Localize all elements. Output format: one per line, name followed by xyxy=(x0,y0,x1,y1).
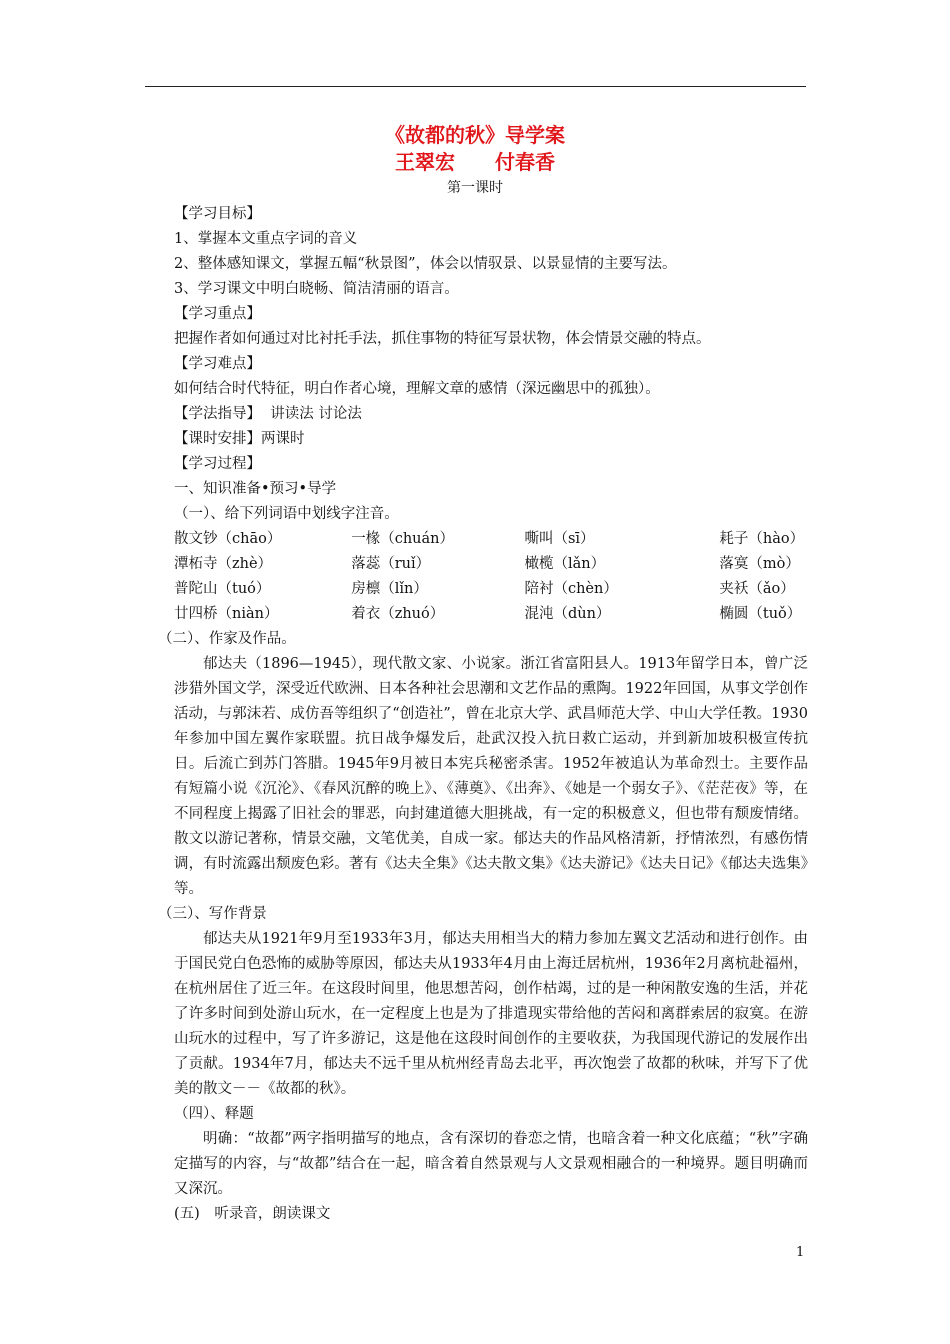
section-heading: 【学习难点】 xyxy=(174,356,261,372)
pinyin-item: 混沌（dùn） xyxy=(524,606,611,622)
goal-item: 2、整体感知课文，掌握五幅“秋景图”，体会以情驭景、以景显情的主要写法。 xyxy=(174,256,677,272)
subsection-heading: （一）、给下列词语中划线字注音。 xyxy=(174,506,399,522)
subsection-heading: （四）、释题 xyxy=(174,1106,254,1122)
header-rule xyxy=(145,86,806,87)
document-body xyxy=(158,202,808,1227)
difficulties-text: 如何结合时代特征，明白作者心境，理解文章的感情（深远幽思中的孤独）。 xyxy=(174,381,660,397)
schedule-line: 【课时安排】两课时 xyxy=(174,431,305,447)
lesson-label: 第一课时 xyxy=(447,180,503,196)
pinyin-item: 散文钞（chāo） xyxy=(174,531,282,547)
pinyin-item: 落蕊（ruǐ） xyxy=(351,556,431,572)
title-explanation-paragraph: 明确：“故都”两字指明描写的地点，含有深切的眷恋之情，也暗含着一种文化底蕴；“秋”字确定描写的内容，与“故都”结合在一起，暗含着自然景观与人文景观相融合的一种境界。题目明确而又深沉。 xyxy=(174,1131,808,1197)
pinyin-row xyxy=(174,552,808,577)
pinyin-item: 耗子（hào） xyxy=(719,531,805,547)
goal-item: 3、学习课文中明白晓畅、简洁清丽的语言。 xyxy=(174,281,459,297)
document-title: 《故都的秋》导学案 xyxy=(385,123,565,147)
key-points-text: 把握作者如何通过对比衬托手法，抓住事物的特征写景状物，体会情景交融的特点。 xyxy=(174,331,711,347)
pinyin-item: 房檩（lǐn） xyxy=(351,581,428,597)
background-paragraph: 郁达夫从1921年9月至1933年3月，郁达夫用相当大的精力参加左翼文艺活动和进行创作。由于国民党白色恐怖的威胁等原因，郁达夫从1933年4月由上海迁居杭州，1936年2月离杭赴福州，在杭州居住了近三年。在这段时间里，他思想苦闷，创作枯竭，过的是一种闲散安逸的生活，并花了许多时间到处游山玩水，在一定程度上也是为了排遣现实带给他的苦闷和离群索居的寂寞。在游山玩水的过程中，写了许多游记，这是他在这段时间创作的主要收获，为我国现代游记的发展作出了贡献。1934年7月，郁达夫不远千里从杭州经青岛去北平，再次饱尝了故都的秋味，并写下了优美的散文－－《故都的秋》。 xyxy=(174,931,808,1097)
section-heading: 【学习目标】 xyxy=(174,206,261,222)
pinyin-item: 着衣（zhuó） xyxy=(351,606,445,622)
pinyin-item: 一椽（chuán） xyxy=(351,531,454,547)
goal-item: 1、掌握本文重点字词的音义 xyxy=(174,231,358,247)
pinyin-item: 陪衬（chèn） xyxy=(524,581,618,597)
pinyin-item: 橄榄（lǎn） xyxy=(524,556,606,572)
section-heading: 【学习重点】 xyxy=(174,306,261,322)
pinyin-item: 夹袄（ǎo） xyxy=(719,581,795,597)
subsection-heading: (五) 听录音，朗读课文 xyxy=(174,1206,331,1222)
part-heading: 一、知识准备•预习•导学 xyxy=(174,481,337,497)
pinyin-row xyxy=(174,602,808,627)
author-paragraph: 郁达夫（1896—1945），现代散文家、小说家。浙江省富阳县人。1913年留学日本，曾广泛涉猎外国文学，深受近代欧洲、日本各种社会思潮和文艺作品的熏陶。1922年回国，从事文学创作活动，与郭沫若、成仿吾等组织了“创造社”，曾在北京大学、武昌师范大学、中山大学任教。1930年参加中国左翼作家联盟。抗日战争爆发后，赴武汉投入抗日救亡运动，并到新加坡积极宣传抗日。后流亡到苏门答腊。1945年9月被日本宪兵秘密杀害。1952年被追认为革命烈士。主要作品有短篇小说《沉沦》、《春风沉醉的晚上》、《薄奠》、《出奔》、《她是一个弱女子》、《茫茫夜》等，在不同程度上揭露了旧社会的罪恶，向封建道德大胆挑战，有一定的积极意义，但也带有颓废情绪。散文以游记著称，情景交融，文笔优美，自成一家。郁达夫的作品风格清新，抒情浓烈，有感伤情调，有时流露出颓废色彩。著有《达夫全集》《达夫散文集》《达夫游记》《达夫日记》《郁达夫选集》等。 xyxy=(174,656,808,897)
method-line: 【学法指导】 讲读法 讨论法 xyxy=(174,406,362,422)
subsection-heading: （二）、作家及作品。 xyxy=(158,631,296,647)
pinyin-item: 普陀山（tuó） xyxy=(174,581,271,597)
pinyin-item: 椭圆（tuǒ） xyxy=(719,606,802,622)
subsection-heading: （三）、写作背景 xyxy=(158,906,267,922)
pinyin-item: 嘶叫（sī） xyxy=(524,531,595,547)
section-heading: 【学习过程】 xyxy=(174,456,261,472)
pinyin-item: 潭柘寺（zhè） xyxy=(174,556,273,572)
pinyin-row xyxy=(174,577,808,602)
pinyin-item: 落寞（mò） xyxy=(719,556,800,572)
author-name: 付春香 xyxy=(495,150,555,174)
author-name: 王翠宏 xyxy=(395,150,455,174)
pinyin-row xyxy=(174,527,808,552)
authors xyxy=(0,150,950,174)
page-number: 1 xyxy=(796,1245,805,1260)
pinyin-item: 廿四桥（niàn） xyxy=(174,606,279,622)
